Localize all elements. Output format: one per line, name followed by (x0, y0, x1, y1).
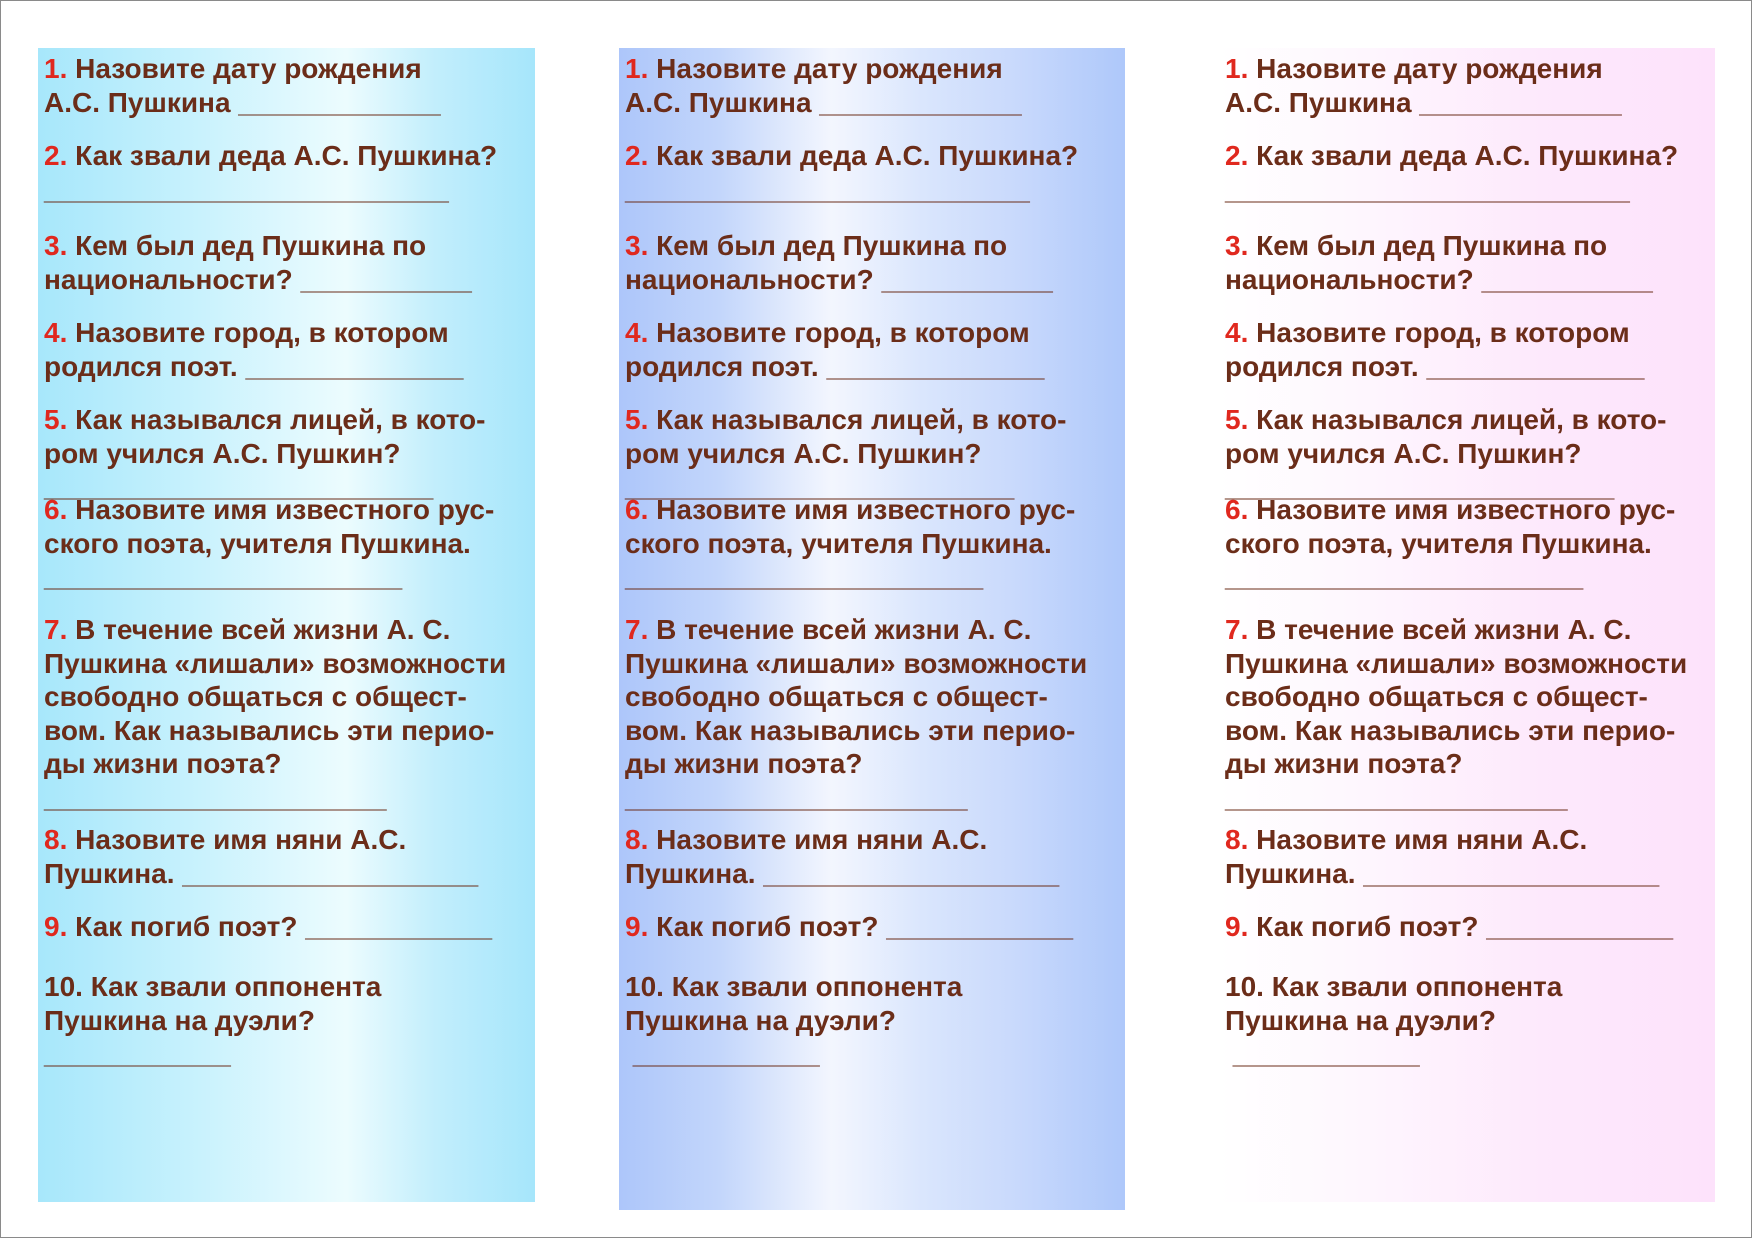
question-2 (1225, 139, 1678, 206)
question-number: 2. (44, 140, 68, 171)
question-4 (625, 316, 1045, 383)
question-text: Назовите город, в котором родился поэт. ______________ (44, 317, 464, 382)
question-number: 3. (44, 230, 68, 261)
question-number: 10. (44, 971, 83, 1002)
question-number: 1. (1225, 53, 1249, 84)
question-text: Назовите город, в котором родился поэт. ______________ (625, 317, 1045, 382)
question-number: 8. (1225, 824, 1249, 855)
question-text: Как назывался лицей, в кото- ром учился А.С. Пушкин? _________________________ (44, 404, 486, 502)
question-3 (1225, 229, 1653, 296)
question-number: 6. (1225, 494, 1249, 525)
question-text: В течение всей жизни А. С. Пушкина «лишали» возможности свободно общаться с общест- вом. Как назывались эти перио- ды жизни поэта? ______________________ (44, 614, 507, 813)
question-text: Как звали оппонента Пушкина на дуэли? ____________ (625, 971, 963, 1069)
question-text: Как звали деда А.С. Пушкина? __________________________ (625, 140, 1079, 205)
question-8 (1225, 823, 1659, 890)
question-5 (44, 403, 486, 504)
question-number: 3. (625, 230, 649, 261)
question-10 (1225, 970, 1562, 1071)
question-2 (625, 139, 1078, 206)
question-2 (44, 139, 497, 206)
question-text: Как погиб поэт? ____________ (1248, 911, 1674, 942)
question-text: Кем был дед Пушкина по национальности? ___________ (44, 230, 472, 295)
question-number: 8. (625, 824, 649, 855)
question-number: 5. (625, 404, 649, 435)
question-5 (625, 403, 1067, 504)
question-7 (1225, 613, 1687, 814)
question-text: Назовите город, в котором родился поэт. ______________ (1225, 317, 1645, 382)
question-text: Как погиб поэт? ____________ (648, 911, 1074, 942)
question-text: Назовите имя известного рус- ского поэта, учителя Пушкина. _______________________ (625, 494, 1076, 592)
question-7 (625, 613, 1087, 814)
question-6 (1225, 493, 1675, 594)
question-6 (44, 493, 494, 594)
question-number: 9. (44, 911, 68, 942)
question-1 (44, 52, 441, 119)
question-number: 1. (625, 53, 649, 84)
question-8 (625, 823, 1059, 890)
question-text: Назовите имя известного рус- ского поэта, учителя Пушкина. _______________________ (44, 494, 495, 592)
question-9 (44, 910, 492, 944)
question-10 (625, 970, 962, 1071)
question-number: 7. (44, 614, 68, 645)
question-9 (625, 910, 1073, 944)
question-text: Как звали оппонента Пушкина на дуэли? ____________ (1225, 971, 1563, 1069)
question-text: Назовите имя няни А.С. Пушкина. ___________________ (44, 824, 479, 889)
question-text: Как звали деда А.С. Пушкина? __________________________ (44, 140, 498, 205)
question-text: Назовите дату рождения А.С. Пушкина _____________ (1225, 53, 1622, 118)
question-1 (1225, 52, 1622, 119)
question-number: 6. (44, 494, 68, 525)
question-number: 9. (625, 911, 649, 942)
question-number: 2. (625, 140, 649, 171)
question-number: 2. (1225, 140, 1249, 171)
question-9 (1225, 910, 1673, 944)
quiz-card-3 (1219, 48, 1715, 1202)
question-1 (625, 52, 1022, 119)
question-text: Назовите имя известного рус- ского поэта, учителя Пушкина. _______________________ (1225, 494, 1676, 592)
quiz-card-1 (38, 48, 535, 1202)
question-number: 4. (625, 317, 649, 348)
question-text: Кем был дед Пушкина по национальности? ___________ (625, 230, 1053, 295)
question-text: В течение всей жизни А. С. Пушкина «лишали» возможности свободно общаться с общест- вом. Как назывались эти перио- ды жизни поэта? ______________________ (625, 614, 1088, 813)
question-5 (1225, 403, 1667, 504)
question-text: Как звали деда А.С. Пушкина? __________________________ (1225, 140, 1679, 205)
question-number: 8. (44, 824, 68, 855)
question-text: Как назывался лицей, в кото- ром учился А.С. Пушкин? _________________________ (1225, 404, 1667, 502)
question-3 (625, 229, 1053, 296)
question-text: Как назывался лицей, в кото- ром учился А.С. Пушкин? _________________________ (625, 404, 1067, 502)
question-text: Как погиб поэт? ____________ (67, 911, 493, 942)
question-7 (44, 613, 506, 814)
question-text: Назовите имя няни А.С. Пушкина. ___________________ (625, 824, 1060, 889)
question-number: 6. (625, 494, 649, 525)
question-10 (44, 970, 381, 1071)
question-number: 7. (625, 614, 649, 645)
question-text: Как звали оппонента Пушкина на дуэли? ____________ (44, 971, 382, 1069)
question-number: 4. (1225, 317, 1249, 348)
question-number: 3. (1225, 230, 1249, 261)
question-4 (44, 316, 464, 383)
question-text: Кем был дед Пушкина по национальности? ___________ (1225, 230, 1653, 295)
question-number: 10. (625, 971, 664, 1002)
quiz-card-2 (619, 48, 1125, 1210)
question-6 (625, 493, 1075, 594)
question-text: В течение всей жизни А. С. Пушкина «лишали» возможности свободно общаться с общест- вом. Как назывались эти перио- ды жизни поэта? ______________________ (1225, 614, 1688, 813)
question-number: 5. (1225, 404, 1249, 435)
question-number: 9. (1225, 911, 1249, 942)
question-3 (44, 229, 472, 296)
question-number: 4. (44, 317, 68, 348)
question-number: 5. (44, 404, 68, 435)
question-text: Назовите имя няни А.С. Пушкина. ___________________ (1225, 824, 1660, 889)
question-number: 1. (44, 53, 68, 84)
question-text: Назовите дату рождения А.С. Пушкина _____________ (625, 53, 1022, 118)
question-4 (1225, 316, 1645, 383)
question-number: 7. (1225, 614, 1249, 645)
question-text: Назовите дату рождения А.С. Пушкина _____________ (44, 53, 441, 118)
question-8 (44, 823, 478, 890)
question-number: 10. (1225, 971, 1264, 1002)
